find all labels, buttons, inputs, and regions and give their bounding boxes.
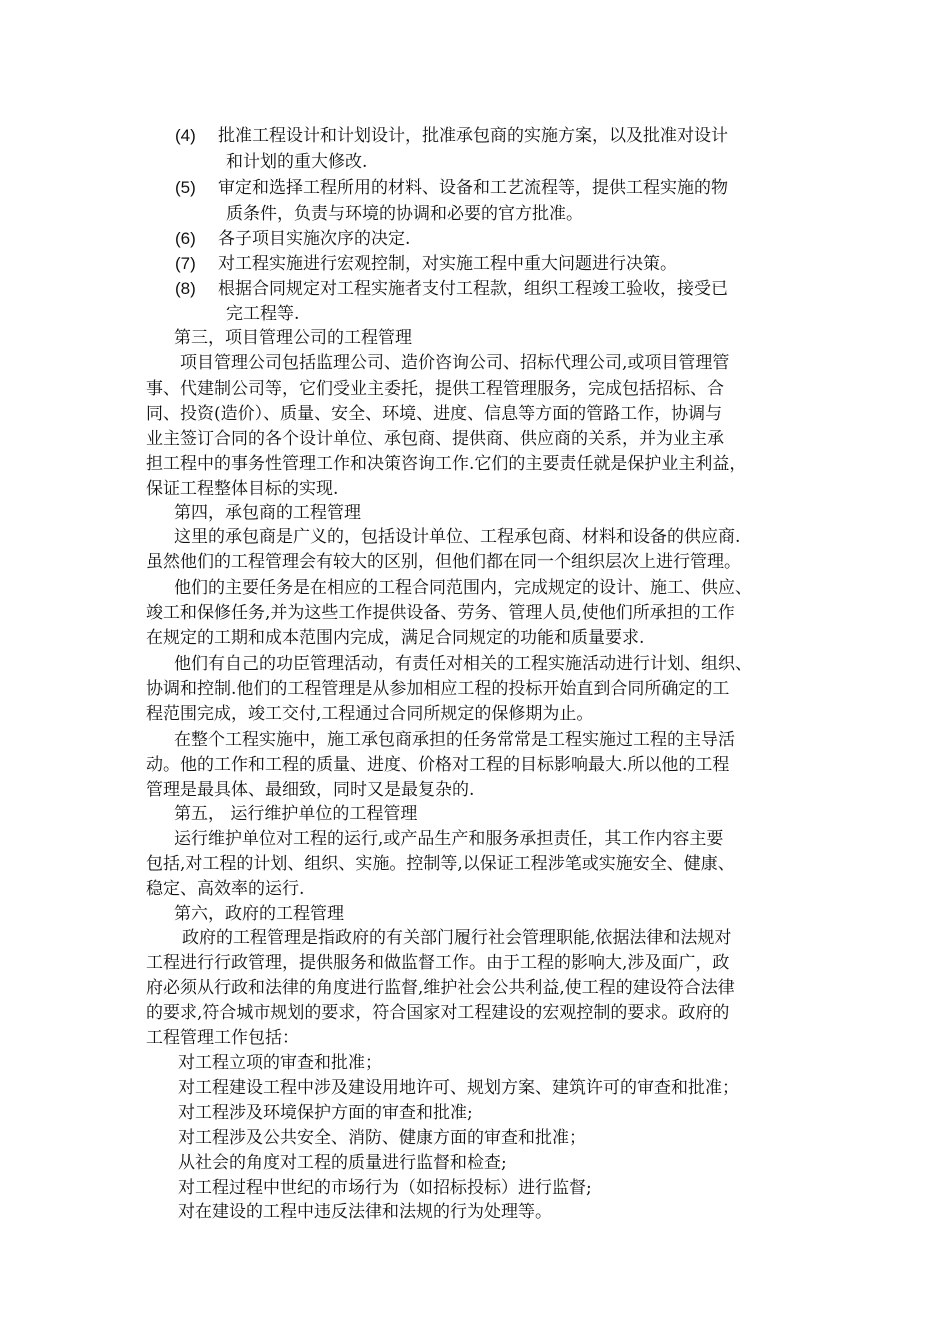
paragraph-line: 包括,对工程的计划、组织、实施。控制等,以保证工程涉笔或实施安全、健康、 [146, 854, 735, 874]
paragraph-line: 协调和控制.他们的工程管理是从参加相应工程的投标开始直到合同所确定的工 [146, 679, 730, 699]
list-item-text: 对工程实施进行宏观控制，对实施工程中重大问题进行决策。 [218, 254, 677, 274]
list-item: 对工程过程中世纪的市场行为（如招标投标）进行监督; [178, 1178, 592, 1198]
paragraph-line: 在规定的工期和成本范围内完成，满足合同规定的功能和质量要求. [146, 628, 645, 648]
paragraph-line: 府必须从行政和法律的角度进行监督,维护社会公共利益,使工程的建设符合法律 [146, 978, 735, 998]
list-item-text: 完工程等. [226, 304, 300, 324]
paragraph-line: 他们有自己的功臣管理活动，有责任对相关的工程实施活动进行计划、组织、 [174, 654, 752, 674]
list-item: 对工程涉及公共安全、消防、健康方面的审查和批准； [178, 1128, 586, 1148]
paragraph-line: 在整个工程实施中，施工承包商承担的任务常常是工程实施过工程的主导活 [174, 730, 735, 750]
paragraph-line: 同、投资(造价）、质量、安全、环境、进度、信息等方面的管路工作，协调与 [146, 404, 723, 424]
list-item-text: 各子项目实施次序的决定. [218, 229, 411, 249]
list-item-text: 根据合同规定对工程实施者支付工程款，组织工程竣工验收，接受已 [218, 279, 728, 299]
list-item: 从社会的角度对工程的质量进行监督和检查; [178, 1153, 507, 1173]
list-item: 对工程建设工程中涉及建设用地许可、规划方案、建筑许可的审查和批准； [178, 1078, 739, 1098]
paragraph-line: 工程进行行政管理，提供服务和做监督工作。由于工程的影响大,涉及面广，政 [146, 953, 730, 973]
paragraph-line: 保证工程整体目标的实现. [146, 479, 339, 499]
list-item-text: 和计划的重大修改. [226, 152, 368, 172]
paragraph-line: 动。他的工作和工程的质量、进度、价格对工程的目标影响最大.所以他的工程 [146, 755, 730, 775]
paragraph-line: 担工程中的事务性管理工作和决策咨询工作.它们的主要责任就是保护业主利益， [146, 454, 747, 474]
paragraph-line: 项目管理公司包括监理公司、造价咨询公司、招标代理公司,或项目管理管 [180, 353, 730, 373]
section-heading: 第六，政府的工程管理 [174, 904, 344, 924]
list-item: 对在建设的工程中违反法律和法规的行为处理等。 [178, 1202, 552, 1222]
list-number: (8) [175, 279, 196, 298]
paragraph-line: 竣工和保修任务,并为这些工作提供设备、劳务、管理人员,使他们所承担的工作 [146, 603, 735, 623]
paragraph-line: 的要求,符合城市规划的要求，符合国家对工程建设的宏观控制的要求。政府的 [146, 1003, 730, 1023]
section-heading: 第五， 运行维护单位的工程管理 [174, 804, 418, 824]
section-heading: 第四，承包商的工程管理 [174, 503, 361, 523]
paragraph-line: 运行维护单位对工程的运行,或产品生产和服务承担责任，其工作内容主要 [174, 829, 724, 849]
list-number: (4) [175, 126, 196, 145]
paragraph-line: 事、代建制公司等，它们受业主委托，提供工程管理服务，完成包括招标、合 [146, 379, 724, 399]
list-item-text: 审定和选择工程所用的材料、设备和工艺流程等，提供工程实施的物 [218, 178, 728, 198]
paragraph-line: 工程管理工作包括： [146, 1028, 299, 1048]
list-item-text: 质条件，负责与环境的协调和必要的官方批准。 [226, 204, 583, 224]
list-number: (7) [175, 254, 196, 273]
section-heading: 第三，项目管理公司的工程管理 [174, 328, 412, 348]
paragraph-line: 虽然他们的工程管理会有较大的区别，但他们都在同一个组织层次上进行管理。 [146, 552, 741, 572]
list-item-text: 批准工程设计和计划设计，批准承包商的实施方案，以及批准对设计 [218, 126, 728, 146]
paragraph-line: 这里的承包商是广义的，包括设计单位、工程承包商、材料和设备的供应商. [174, 527, 741, 547]
paragraph-line: 稳定、高效率的运行. [146, 879, 305, 899]
paragraph-line: 业主签订合同的各个设计单位、承包商、提供商、供应商的关系，并为业主承 [146, 429, 724, 449]
paragraph-line: 政府的工程管理是指政府的有关部门履行社会管理职能,依据法律和法规对 [182, 928, 732, 948]
paragraph-line: 管理是最具体、最细致，同时又是最复杂的. [146, 780, 475, 800]
list-item: 对工程立项的审查和批准； [178, 1053, 382, 1073]
list-number: (6) [175, 229, 196, 248]
paragraph-line: 他们的主要任务是在相应的工程合同范围内，完成规定的设计、施工、供应、 [174, 578, 752, 598]
list-item: 对工程涉及环境保护方面的审查和批准; [178, 1103, 473, 1123]
paragraph-line: 程范围完成，竣工交付,工程通过合同所规定的保修期为止。 [146, 704, 594, 724]
list-number: (5) [175, 178, 196, 197]
